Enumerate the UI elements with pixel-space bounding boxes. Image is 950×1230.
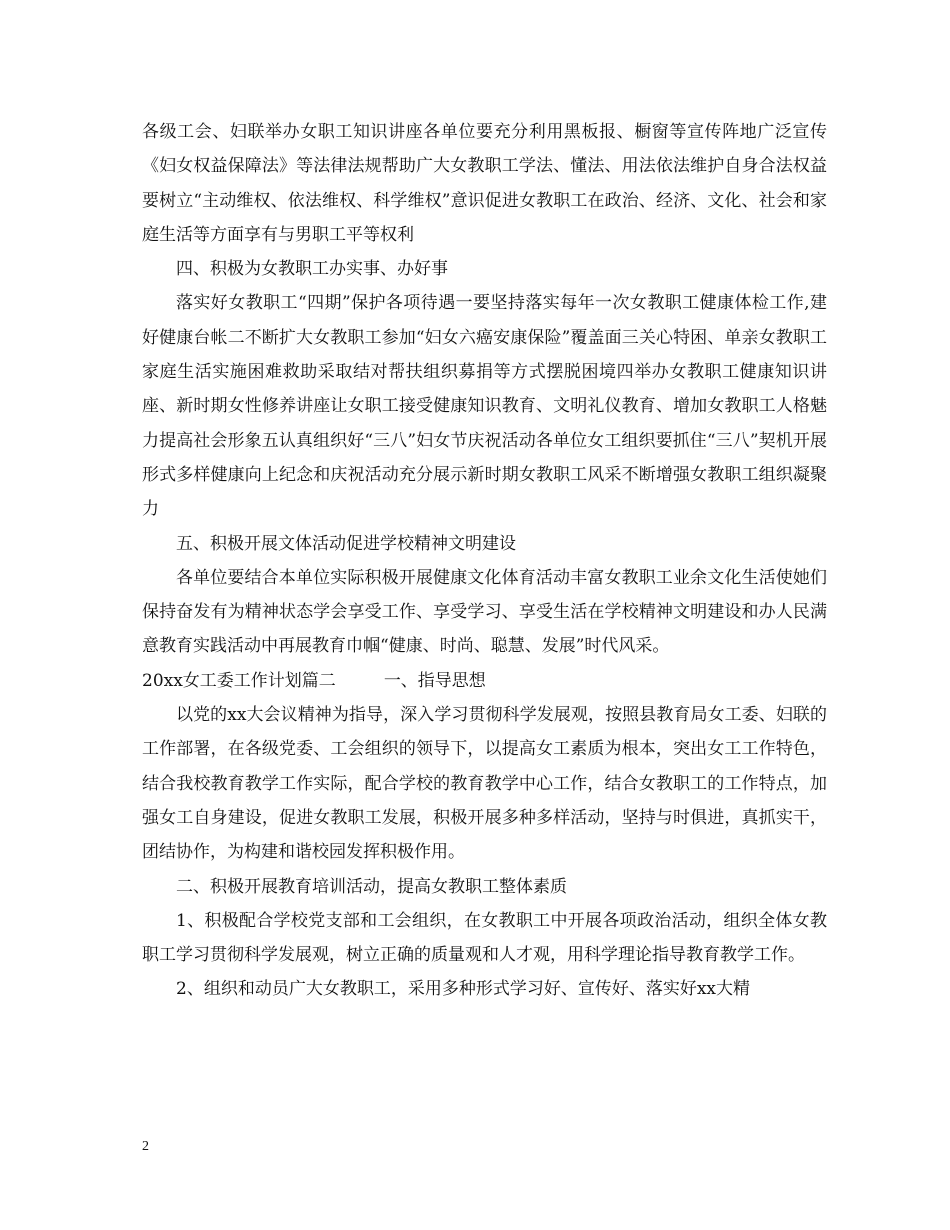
paragraph-guiding-ideology: 以党的xx大会议精神为指导，深入学习贯彻科学发展观，按照县教育局女工委、妇联的工作部署，在各级党委、工会组织的领导下，以提高女工素质为根本，突出女工工作特色，结合我校教育教学工作实际，配合学校的教育教学中心工作，结合女教职工的工作特点，加强女工自身建设，促进女教职工发展，积极开展多种多样活动，坚持与时俱进，真抓实干，团结协作，为构建和谐校园发挥积极作用。 xyxy=(142,705,827,863)
paragraph-political-activities: 1、积极配合学校党支部和工会组织，在女教职工中开展各项政治活动，组织全体女教职工学习贯彻科学发展观，树立正确的质量观和人才观，用科学理论指导教育教学工作。 xyxy=(142,910,827,966)
section-subtitle: 一、指导思想 xyxy=(383,670,486,691)
paragraph-rights-publicity: 各级工会、妇联举办女职工知识讲座各单位要充分利用黑板报、橱窗等宣传阵地广泛宣传《妇女权益保障法》等法律法规帮助广大女教职工学法、懂法、用法依法维护自身合法权益要树立“主动维权、依法维权、科学维权”意识促进女教职工在政治、经济、文化、社会和家庭生活等方面享有与男职工平等权利 xyxy=(142,122,827,245)
heading-cultural-sports: 五、积极开展文体活动促进学校精神文明建设 xyxy=(176,533,516,554)
section-title: 20xx女工委工作计划篇二 xyxy=(142,670,336,691)
page-number: 2 xyxy=(142,1139,149,1154)
heading-practical-matters: 四、积极为女教职工办实事、办好事 xyxy=(176,259,448,280)
section-heading xyxy=(142,664,827,698)
paragraph-four-period-protection: 落实好女教职工“四期”保护各项待遇一要坚持落实每年一次女教职工健康体检工作,建好健康台帐二不断扩大女教职工参加“妇女六癌安康保险”覆盖面三关心特困、单亲女教职工家庭生活实施困难救助采取结对帮扶组织募捐等方式摆脱困境四举办女教职工健康知识讲座、新时期女性修养讲座让女职工接受健康知识教育、文明礼仪教育、增加女教职工人格魅力提高社会形象五认真组织好“三八”妇女节庆祝活动各单位女工组织要抓住“三八”契机开展形式多样健康向上纪念和庆祝活动充分展示新时期女教职工风采不断增强女教职工组织凝聚力 xyxy=(142,293,827,520)
document-body xyxy=(142,115,827,1007)
heading-education-training: 二、积极开展教育培训活动，提高女教职工整体素质 xyxy=(176,876,567,897)
paragraph-cultural-activities: 各单位要结合本单位实际积极开展健康文化体育活动丰富女教职工业余文化生活使她们保持奋发有为精神状态学会享受工作、享受学习、享受生活在学校精神文明建设和办人民满意教育实践活动中再展教育巾帼“健康、时尚、聪慧、发展”时代风采。 xyxy=(142,567,827,657)
paragraph-mobilize-staff: 2、组织和动员广大女教职工，采用多种形式学习好、宣传好、落实好xx大精 xyxy=(176,979,750,1000)
